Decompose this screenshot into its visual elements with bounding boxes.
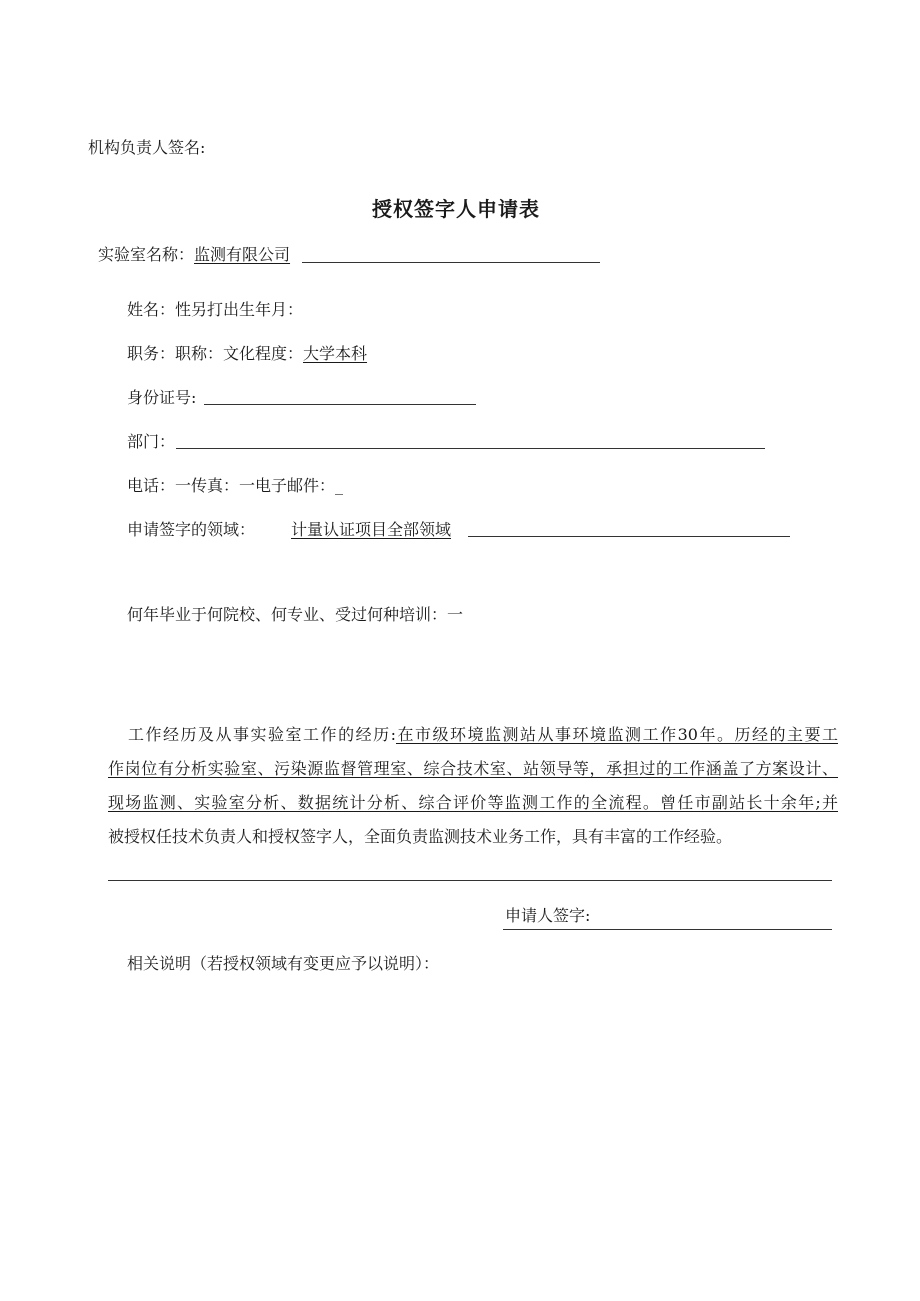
notes-label: 相关说明（若授权领域有变更应予以说明）： xyxy=(127,954,440,973)
experience-text-1: 在市级环境监测站从事环境监测工作30年。历经的主要工 xyxy=(395,725,838,744)
experience-line-1 xyxy=(108,718,838,752)
org-signature-label: 机构负责人签名: xyxy=(88,138,206,157)
experience-line-4: 被授权任技术负责人和授权签字人，全面负责监测技术业务工作，具有丰富的工作经验。 xyxy=(108,827,733,846)
name-gender-birth-row: 姓名：性另打出生年月： xyxy=(127,300,304,319)
signing-domain-label: 申请签字的领域： xyxy=(127,520,256,539)
signing-domain-underline xyxy=(468,536,790,537)
graduation-training-row: 何年毕业于何院校、何专业、受过何种培训：一 xyxy=(127,605,464,624)
lab-name-underline xyxy=(302,262,600,263)
contact-row: 电话：一传真：一电子邮件：_ xyxy=(127,476,344,495)
experience-line-2: 作岗位有分析实验室、污染源监督管理室、综合技术室、站领导等，承担过的工作涵盖了方案设计、 xyxy=(108,759,838,778)
lab-name-label: 实验室名称： xyxy=(98,245,195,264)
experience-label: 工作经历及从事实验室工作的经历: xyxy=(128,725,396,744)
experience-line-3: 现场监测、实验室分析、数据统计分析、综合评价等监测工作的全流程。曾任市副站长十余年;并 xyxy=(108,793,838,812)
experience-underline xyxy=(108,880,832,881)
signing-domain-value: 计量认证项目全部领域 xyxy=(291,520,452,539)
department-label: 部门： xyxy=(127,432,176,451)
lab-name-value: 监测有限公司 xyxy=(194,245,291,264)
applicant-signature-label: 申请人签字: xyxy=(505,906,591,925)
id-number-label: 身份证号: xyxy=(127,388,197,407)
applicant-signature-underline xyxy=(503,929,832,930)
department-underline xyxy=(176,448,765,449)
work-experience-paragraph xyxy=(108,718,838,854)
lab-name-row xyxy=(98,245,290,265)
id-number-underline xyxy=(204,404,476,405)
position-row xyxy=(127,344,367,364)
position-label: 职务：职称：文化程度： xyxy=(127,344,304,363)
education-value: 大学本科 xyxy=(303,344,368,363)
form-title: 授权签字人申请表 xyxy=(372,197,540,221)
